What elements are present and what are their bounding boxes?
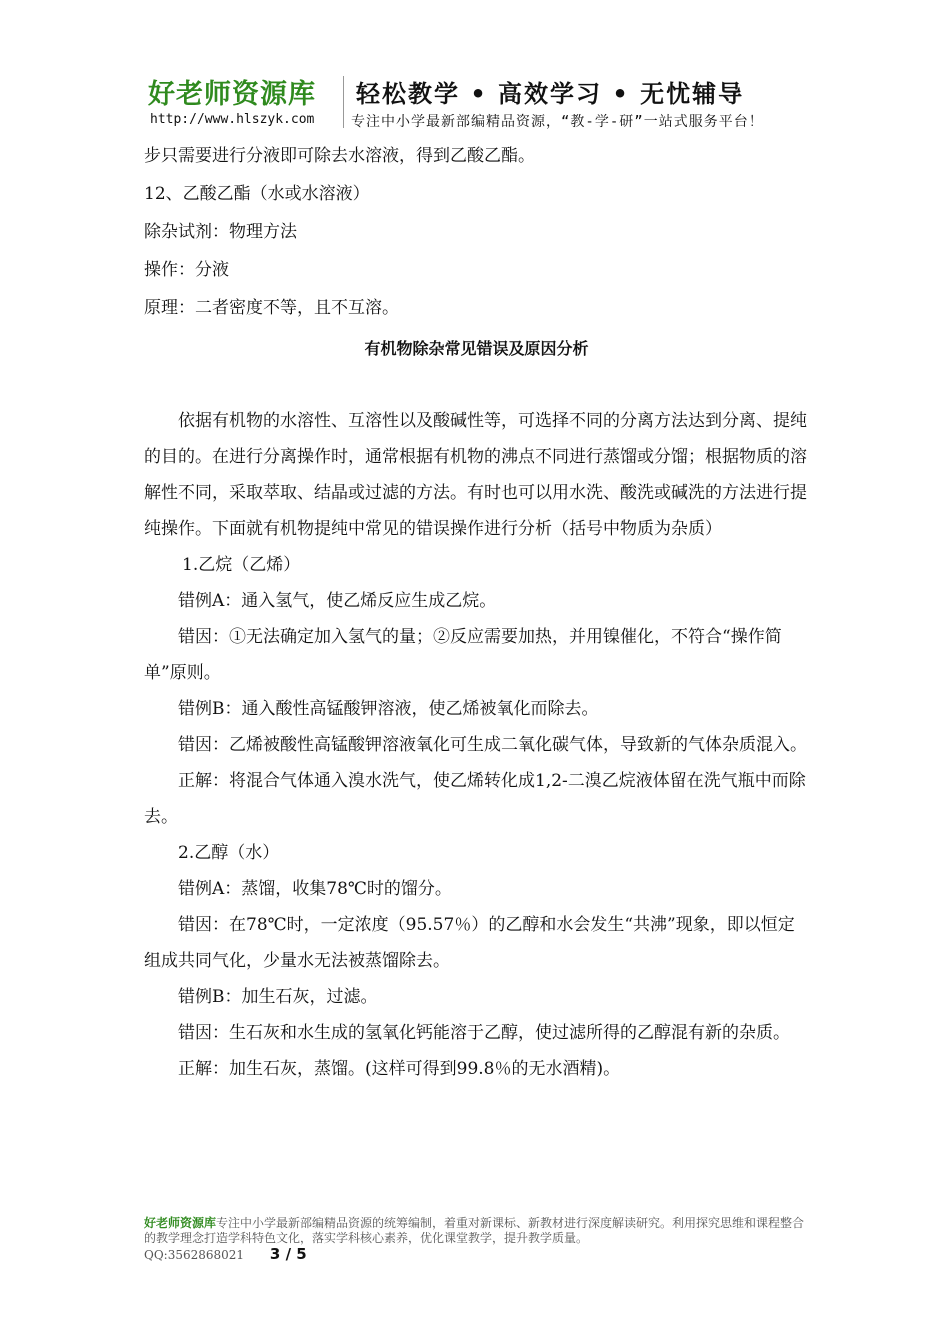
spacer xyxy=(144,369,809,403)
paragraph: 错因：①无法确定加入氢气的量；②反应需要加热，并用镍催化，不符合“操作简单”原则。 xyxy=(144,627,782,683)
paragraph: 错例B：加生石灰，过滤。 xyxy=(178,987,378,1007)
item-heading: 1.乙烷（乙烯） xyxy=(182,555,301,575)
intro-paragraph: 依据有机物的水溶性、互溶性以及酸碱性等，可选择不同的分离方法达到分离、提纯的目的。在进行分离操作时，通常根据有机物的沸点不同进行蒸馏或分馏；根据物质的溶解性不同，采取萃取、结晶或过滤的方法。有时也可以用水洗、酸洗或碱洗的方法进行提纯操作。下面就有机物提纯中常见的错误操作进行分析（括号中物质为杂质） xyxy=(144,411,807,539)
paragraph: 错因：在78℃时，一定浓度（95.57％）的乙醇和水会发生“共沸”现象，即以恒定组成共同气化，少量水无法被蒸馏除去。 xyxy=(144,915,795,971)
paragraph: 错例A：通入氢气，使乙烯反应生成乙烷。 xyxy=(178,591,497,611)
paragraph: 错例A：蒸馏，收集78℃时的馏分。 xyxy=(178,879,452,899)
page-footer xyxy=(144,1216,810,1263)
paragraph: 除杂试剂：物理方法 xyxy=(144,222,297,242)
paragraph: 操作：分液 xyxy=(144,260,229,280)
paragraph: 正解：将混合气体通入溴水洗气，使乙烯转化成1,2-二溴乙烷液体留在洗气瓶中而除去。 xyxy=(144,771,806,827)
section-heading: 12、乙酸乙酯（水或水溶液） xyxy=(144,184,370,204)
footer-qq: QQ:3562868021 xyxy=(144,1248,245,1262)
header-slogan: 轻松教学 • 高效学习 • 无忧辅导 xyxy=(356,80,745,108)
item-heading: 2.乙醇（水） xyxy=(178,843,280,863)
document-body xyxy=(144,137,809,1087)
footer-brand: 好老师资源库 xyxy=(144,1216,217,1230)
paragraph: 错因：乙烯被酸性高锰酸钾溶液氧化可生成二氧化碳气体，导致新的气体杂质混入。 xyxy=(178,735,807,755)
paragraph: 原理：二者密度不等，且不互溶。 xyxy=(144,298,399,318)
header-divider xyxy=(343,76,344,128)
article-title: 有机物除杂常见错误及原因分析 xyxy=(364,339,589,358)
paragraph: 步只需要进行分液即可除去水溶液，得到乙酸乙酯。 xyxy=(144,146,535,166)
paragraph: 错因：生石灰和水生成的氢氧化钙能溶于乙醇，使过滤所得的乙醇混有新的杂质。 xyxy=(178,1023,790,1043)
footer-text: 专注中小学最新部编精品资源的统筹编制，着重对新课标、新教材进行深度解读研究。利用探究思维和课程整合的教学理念打造学科特色文化，落实学科核心素养，优化课堂教学，提升教学质量。 xyxy=(144,1216,805,1245)
brand-url: http://www.hlszyk.com xyxy=(150,112,315,127)
header-tagline: 专注中小学最新部编精品资源，“教-学-研”一站式服务平台！ xyxy=(351,114,764,130)
page-header xyxy=(148,68,908,130)
page-number: 3 / 5 xyxy=(269,1245,307,1263)
paragraph: 正解：加生石灰，蒸馏。(这样可得到99.8％的无水酒精)。 xyxy=(178,1059,621,1079)
brand-logo-text: 好老师资源库 xyxy=(148,79,316,110)
paragraph: 错例B：通入酸性高锰酸钾溶液，使乙烯被氧化而除去。 xyxy=(178,699,599,719)
